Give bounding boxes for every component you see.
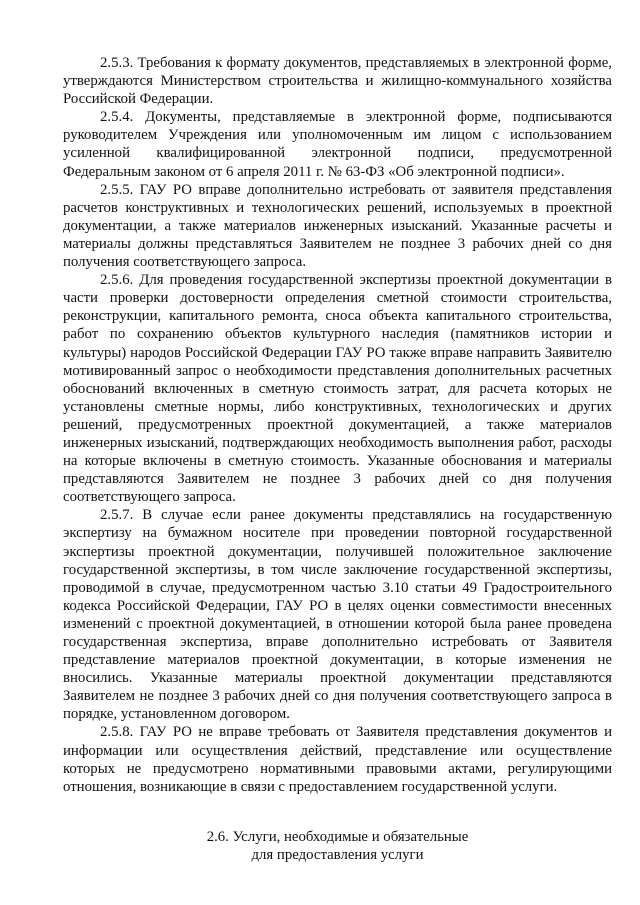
paragraph-2-5-7: 2.5.7. В случае если ранее документы представлялись на государственную экспертизу на бумажном носителе при проведении повторной государственной экспертизы проектной документации, получившей положительное заключение государственной экспертизы, в том числе заключение государственной экспертизы, проводимой в случае, предусмотренном частью 3.10 статьи 49 Градостроительного кодекса Российской Федерации, ГАУ РО в целях оценки совместимости внесенных изменений с проектной документацией, в отношении которой была ранее проведена государственная экспертиза, вправе дополнительно истребовать от Заявителя представление материалов проектной документации, в которые изменения не вносились. Указанные материалы проектной документации представляются Заявителем не позднее 3 рабочих дней со дня получения соответствующего запроса в порядке, установленном договором. [63, 507, 612, 723]
paragraph-2-5-4: 2.5.4. Документы, представляемые в электронной форме, подписываются руководителем Учреждения или уполномоченным им лицом с использованием усиленной квалифицированной электронной подписи, предусмотренной Федеральным законом от 6 апреля 2011 г. № 63-ФЗ «Об электронной подписи». [63, 109, 612, 180]
section-heading-2-6 [63, 828, 612, 864]
paragraph-2-5-3: 2.5.3. Требования к формату документов, представляемых в электронной форме, утверждаются Министерством строительства и жилищно-коммунального хозяйства Российской Федерации. [63, 55, 612, 108]
paragraph-2-5-6: 2.5.6. Для проведения государственной экспертизы проектной документации в части проверки достоверности определения сметной стоимости строительства, реконструкции, капитального ремонта, сноса объекта капитального строительства, работ по сохранению объектов культурного наследия (памятников истории и культуры) народов Российской Федерации ГАУ РО также вправе направить Заявителю мотивированный запрос о необходимости представления дополнительных расчетных обоснований включенных в сметную стоимость затрат, для расчета которых не установлены сметные нормы, либо конструктивных, технологических и других решений, предусмотренных проектной документацией, а также материалов инженерных изысканий, подтверждающих необходимость выполнения работ, расходы на которые включены в сметную стоимость. Указанные обоснования и материалы представляются Заявителем не позднее 3 рабочих дней со дня получения соответствующего запроса. [63, 272, 612, 506]
paragraph-2-5-5: 2.5.5. ГАУ РО вправе дополнительно истребовать от заявителя представления расчетов конструктивных и технологических решений, используемых в проектной документации, а также материалов инженерных изысканий. Указанные расчеты и материалы должны представляться Заявителем не позднее 3 рабочих дней со дня получения соответствующего запроса. [63, 181, 612, 271]
paragraph-2-5-8: 2.5.8. ГАУ РО не вправе требовать от Заявителя представления документов и информации или осуществления действий, представление или осуществление которых не предусмотрено нормативными правовыми актами, регулирующими отношения, возникающие в связи с предоставлением государственной услуги. [63, 724, 612, 795]
section-heading-line-2: для предоставления услуги [251, 847, 424, 864]
section-heading-line-1: 2.6. Услуги, необходимые и обязательные [206, 828, 469, 845]
